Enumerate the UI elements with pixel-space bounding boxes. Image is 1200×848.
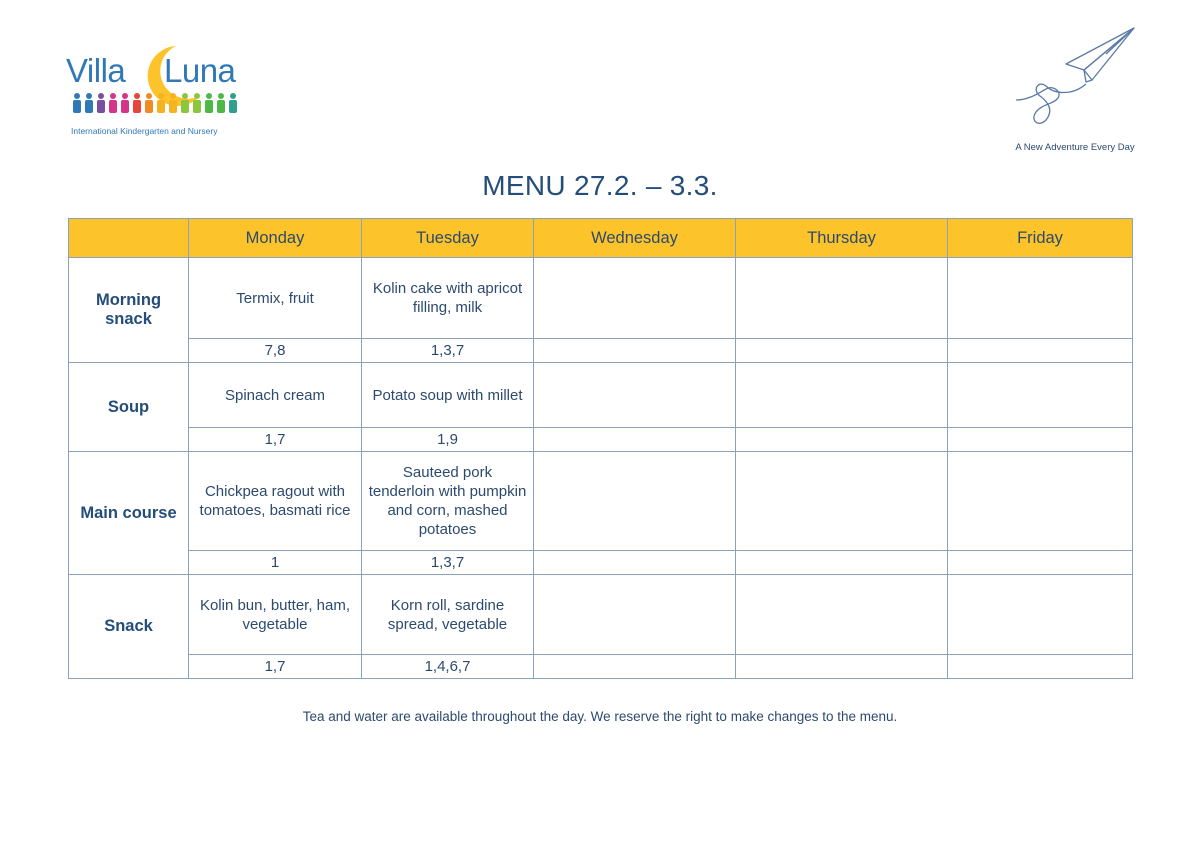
- dish-cell: [948, 452, 1133, 551]
- allergen-row-snack: [69, 655, 1133, 679]
- meal-row-snack: [69, 575, 1133, 655]
- footnote: Tea and water are available throughout the day. We reserve the right to make changes to the menu.: [302, 709, 898, 724]
- dish-cell: Spinach cream: [189, 363, 362, 428]
- allergen-cell: 1,4,6,7: [362, 655, 534, 679]
- allergen-cell: [736, 339, 948, 363]
- page-title: MENU 27.2. – 3.3.: [482, 170, 718, 201]
- dish-cell: Sauteed pork tenderloin with pumpkin and corn, mashed potatoes: [362, 452, 534, 551]
- allergen-cell: [948, 551, 1133, 575]
- dish-cell: Chickpea ragout with tomatoes, basmati rice: [189, 452, 362, 551]
- allergen-row-soup: [69, 428, 1133, 452]
- allergen-cell: [534, 655, 736, 679]
- allergen-cell: 1,7: [189, 655, 362, 679]
- paper-plane-icon: [1010, 24, 1140, 134]
- dish-cell: [736, 363, 948, 428]
- weekly-menu-table: [68, 218, 1133, 679]
- dish-cell: Kolin bun, butter, ham, vegetable: [189, 575, 362, 655]
- dish-cell: [534, 363, 736, 428]
- allergen-cell: 7,8: [189, 339, 362, 363]
- dish-cell: Kolin cake with apricot filling, milk: [362, 258, 534, 339]
- meal-row-main-course: [69, 452, 1133, 551]
- allergen-cell: [736, 428, 948, 452]
- logo-tagline: International Kindergarten and Nursery: [71, 126, 218, 136]
- allergen-cell: 1: [189, 551, 362, 575]
- dish-cell: [534, 258, 736, 339]
- allergen-row-main-course: [69, 551, 1133, 575]
- slogan: A New Adventure Every Day: [1015, 142, 1135, 153]
- allergen-cell: 1,3,7: [362, 339, 534, 363]
- dish-cell: [948, 363, 1133, 428]
- allergen-cell: [736, 551, 948, 575]
- dish-cell: Termix, fruit: [189, 258, 362, 339]
- dish-cell: Korn roll, sardine spread, vegetable: [362, 575, 534, 655]
- allergen-cell: [948, 428, 1133, 452]
- meal-row-soup: [69, 363, 1133, 428]
- dish-cell: [948, 258, 1133, 339]
- meal-label-soup: Soup: [69, 363, 189, 452]
- allergen-cell: 1,3,7: [362, 551, 534, 575]
- meal-label-morning-snack: Morning snack: [69, 258, 189, 363]
- allergen-row-morning-snack: [69, 339, 1133, 363]
- dish-cell: [736, 258, 948, 339]
- column-header-tuesday: Tuesday: [362, 219, 534, 258]
- header-corner-cell: [69, 219, 189, 258]
- allergen-cell: [948, 655, 1133, 679]
- dish-cell: [736, 575, 948, 655]
- column-header-wednesday: Wednesday: [534, 219, 736, 258]
- villa-luna-logo: [66, 44, 246, 140]
- logo-word-villa: Villa: [66, 52, 126, 89]
- dish-cell: [736, 452, 948, 551]
- logo-word-luna: Luna: [164, 52, 236, 89]
- allergen-cell: [736, 655, 948, 679]
- children-figures-icon: [71, 92, 241, 114]
- meal-label-main-course: Main course: [69, 452, 189, 575]
- allergen-cell: [534, 428, 736, 452]
- dish-cell: Potato soup with millet: [362, 363, 534, 428]
- column-header-friday: Friday: [948, 219, 1133, 258]
- allergen-cell: [948, 339, 1133, 363]
- column-header-thursday: Thursday: [736, 219, 948, 258]
- column-header-monday: Monday: [189, 219, 362, 258]
- meal-row-morning-snack: [69, 258, 1133, 339]
- table-header-row: [69, 219, 1133, 258]
- allergen-cell: 1,9: [362, 428, 534, 452]
- meal-label-snack: Snack: [69, 575, 189, 679]
- dish-cell: [948, 575, 1133, 655]
- dish-cell: [534, 575, 736, 655]
- allergen-cell: 1,7: [189, 428, 362, 452]
- allergen-cell: [534, 339, 736, 363]
- dish-cell: [534, 452, 736, 551]
- allergen-cell: [534, 551, 736, 575]
